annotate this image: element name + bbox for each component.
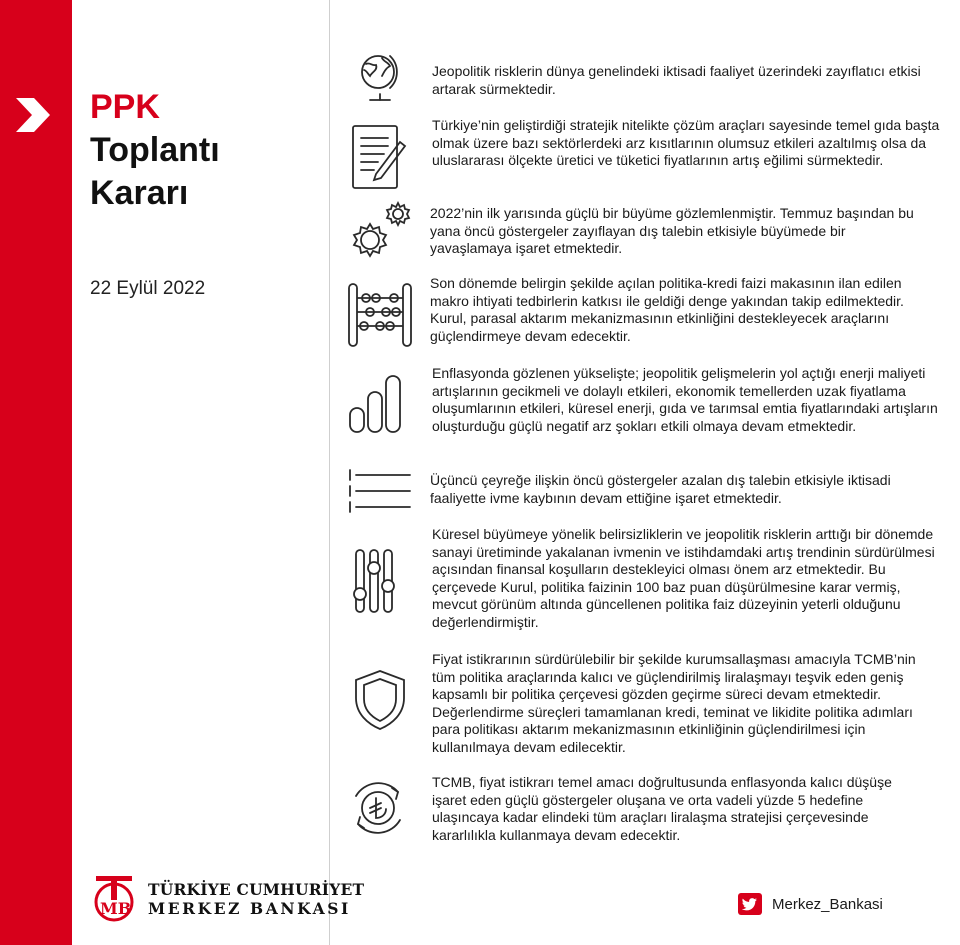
gears-icon (348, 198, 414, 264)
logo-line1: TÜRKİYE CUMHURİYET (148, 880, 365, 899)
list-item-text: Fiyat istikrarının sürdürülebilir bir şekilde kurumsallaşması amacıyla TCMB’nin tüm politika araçlarında kalıcı ve güçlendirilmiş liralaşmayı teşvik eden geniş kapsamlı bir politika çerçevesi gözden geçirme süreci devam etmektedir. Değerlendirme süreçleri tamamlanan kredi, teminat ve likidite politika adımları para politikası aktarım mekanizmasının etkinliğinin güçlendirilmesi için kullanılmaya devam edilecektir. (432, 651, 916, 755)
list-item-text: Küresel büyümeye yönelik belirsizliklerin ve jeopolitik risklerin arttığı bir dönemde sanayi üretiminde yakalanan ivmenin ve istihdamdaki artış trendinin sürdürülmesi açısından finansal koşulların destekleyici olması önem arz etmektedir. Bu çerçevede Kurul, politika faizinin 100 baz puan düşürülmesine karar vermiş, mevcut görünüm altında güncellenen politika faiz düzeyinin yeterli olduğunu değerlendirmiştir. (432, 526, 935, 630)
vertical-divider (329, 0, 330, 945)
brand-color-strip (0, 0, 72, 945)
bar-chart-icon (346, 374, 406, 436)
list-item-text: Son dönemde belirgin şekilde açılan politika-kredi faizi makasının ilan edilen makro ihtiyati tedbirlerin katkısı ile geldiği denge yakından takip edilmektedir. Kurul, parasal aktarım mekanizmasının etkinliğini destekleyecek araçlarını güçlendirmeye devam edecektir. (430, 275, 904, 344)
chevron-right-icon (16, 98, 58, 132)
list-item-text: TCMB, fiyat istikrarı temel amacı doğrultusunda enflasyonda kalıcı düşüşe işaret eden güçlü göstergeler oluşana ve orta vadeli yüzde 5 hedefine ulaşıncaya kadar elindeki tüm araçları liralaşma stratejisi çerçevesinde kararlılıkla kullanmaya devam edecektir. (432, 774, 892, 843)
globe-icon (352, 48, 408, 104)
sliders-icon (352, 546, 404, 618)
list-item-text: Jeopolitik risklerin dünya genelindeki iktisadi faaliyet üzerindeki zayıflatıcı etkisi artarak sürmektedir. (432, 63, 921, 97)
title-ppk: PPK (90, 88, 160, 126)
lira-cycle-icon (346, 776, 410, 840)
list-item-text: 2022’nin ilk yarısında güçlü bir büyüme gözlemlenmiştir. Temmuz başından bu yana öncü göstergeler zayıflayan dış talebin etkisiyle büyümede bir yavaşlamaya işaret etmektedir. (430, 205, 914, 257)
abacus-icon (346, 282, 414, 348)
list-item-text: Türkiye’nin geliştirdiği stratejik nitelikte çözüm araçları sayesinde temel gıda başta olmak üzere bazı sektörlerdeki arz kısıtlarının olumsuz etkileri azaltılmış olsa da uluslararası ölçekte üretici ve tüketici fiyatlarının artış eğilimi sürmektedir. (432, 117, 940, 169)
logo-line2: MERKEZ BANKASI (148, 899, 351, 918)
twitter-icon[interactable] (738, 893, 762, 915)
title-karari: Kararı (90, 174, 189, 212)
meeting-date: 22 Eylül 2022 (90, 278, 206, 299)
list-icon (346, 468, 412, 516)
document-pen-icon (350, 122, 410, 192)
logo-wordmark (148, 880, 364, 918)
shield-icon (352, 668, 408, 732)
title-toplanti: Toplantı (90, 131, 220, 169)
list-item-text: Üçüncü çeyreğe ilişkin öncü göstergeler azalan dış talebin etkisiyle iktisadi faaliyette ivme kaybının devam ettiğine işaret etmektedir. (430, 472, 891, 506)
twitter-handle[interactable]: Merkez_Bankasi (772, 896, 883, 913)
page-title (90, 86, 220, 215)
list-item-text: Enflasyonda gözlenen yükselişte; jeopolitik gelişmelerin yol açtığı enerji maliyeti artışlarının gecikmeli ve dolaylı etkileri, ekonomik temellerden uzak fiyatlama oluşumlarının etkileri, küresel enerji, gıda ve tarımsal emtia fiyatlarındaki artışların oluşturduğu güçlü negatif arz şokları etkili olmaya devam etmektedir. (432, 365, 938, 434)
svg-text:MB: MB (100, 899, 132, 918)
